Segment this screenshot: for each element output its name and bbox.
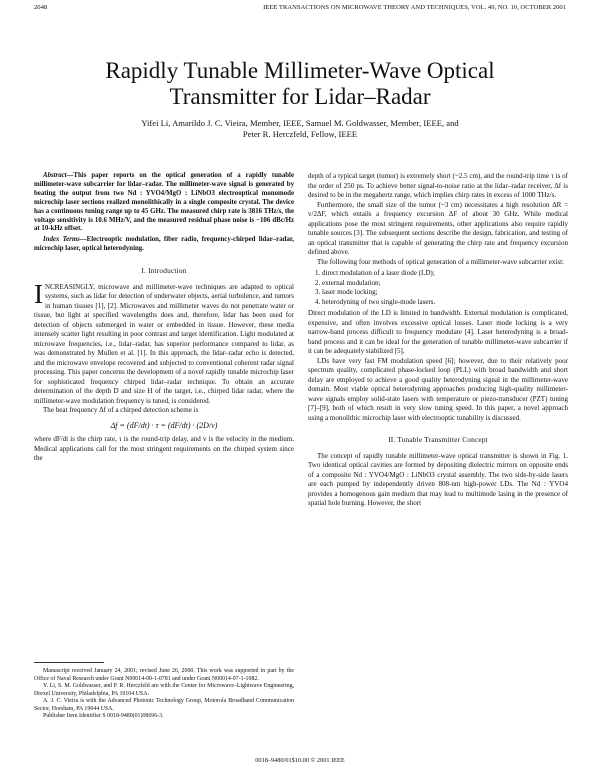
footnote-publisher-id: Publisher Item Identifier S 0018-9480(01)08696-3. bbox=[43, 713, 164, 719]
footnote-manuscript: Manuscript received January 24, 2001; revised June 26, 2000. This work was supported in part by the Office of Naval Research under Grant N00014-00-1-0781 and under Grant N00014-97-1-1082. bbox=[34, 668, 294, 682]
right-paragraph-6: The concept of rapidly tunable millimeter-wave optical transmitter is shown in Fig. 1. Two identical optical cavities are formed by depositing dielectric mirrors on opposite ends of a composite Nd : YVO4/MgO : LiNbO3 crystal assembly. The two side-by-side lasers are each pumped by independently driven 808-nm high-power LDs. The Nd : YVO4 provides a homogenous gain medium that may lead to multimode lasing in the presence of spatial hole burning. However, the short bbox=[308, 451, 568, 507]
intro-paragraph-1 bbox=[34, 278, 294, 407]
methods-list bbox=[308, 269, 568, 307]
right-column bbox=[308, 172, 568, 509]
right-paragraph-4: Direct modulation of the LD is limited in bandwidth. External modulation is complicated, expensive, and often involves excessive optical losses. Laser mode locking is a very narrow-band process difficult to frequency modulate [4]. Laser heterodyning is a broad-band process and it can be ideal for the generation of tunable millimeter-wave subcarrier if it can be adequately stabilized [5]. bbox=[308, 309, 568, 355]
intro-paragraph-3: where dF/dt is the chirp rate, τ is the round-trip delay, and v is the velocity in the medium. Medical applications call for the most stringent requirements on the chirped system since the bbox=[34, 435, 294, 463]
right-paragraph-3: The following four methods of optical generation of a millimeter-wave subcarrier exist: bbox=[317, 257, 565, 266]
list-item: 2. external modulation; bbox=[322, 279, 568, 289]
index-terms-label: Index Terms— bbox=[43, 236, 87, 244]
authors-line-2: Peter R. Herczfeld, Fellow, IEEE bbox=[242, 129, 358, 139]
section-heading-introduction: I. Introduction bbox=[141, 266, 187, 276]
footnote-rule bbox=[34, 662, 104, 663]
index-terms bbox=[34, 236, 294, 254]
title-line-1: Rapidly Tunable Millimeter-Wave Optical bbox=[105, 58, 495, 83]
footnote bbox=[34, 668, 294, 721]
list-item: 1. direct modulation of a laser diode (LD); bbox=[322, 269, 568, 279]
section-heading-concept: II. Tunable Transmitter Concept bbox=[388, 435, 488, 444]
authors-line-1: Yifei Li, Amarildo J. C. Vieira, Member, IEEE, Samuel M. Goldwasser, Member, IEEE, and bbox=[141, 118, 459, 128]
abstract bbox=[34, 172, 294, 234]
footnote-affiliation-2: A. J. C. Vieira is with the Advanced Photonic Technology Group, Motorola Broadband Communication Sector, Horsham, PA 19044 USA. bbox=[34, 698, 294, 712]
author-list bbox=[0, 118, 600, 140]
right-paragraph-5: LDs have very fast FM modulation speed [6]; however, due to their relatively poor spectrum quality, complicated phase-locked loop (PLL) with broad bandwidth and short delay are employed to achieve a good quality heterodyning signal in the millimeter-wave domain. Most viable optical heterodyning approaches producing high-quality millimeter-wave signals employ solid-state lasers with temperature or piezo-transducer (PZT) tuning [7]–[9], both of which result in very slow tuning speed. In this paper, a novel approach using a monolithic microchip laser with electrooptic tunability is discussed. bbox=[308, 356, 568, 422]
abstract-text: This paper reports on the optical generation of a rapidly tunable millimeter-wave subcarrier for lidar–radar. The millimeter-wave signal is generated by beating the output from two Nd : YVO4/MgO : LiNbO3 electrooptical monomode microchip laser sections realized monolithically in a single composite crystal. The device has a continuous tuning range up to 45 GHz. The measured chirp rate is 3816 THz/s, the voltage sensitivity is 10.6 MHz/V, and the measured residual phase noise is −106 dBc/Hz at 10-kHz offset. bbox=[34, 172, 294, 233]
copyright-line: 0018–9480/01$10.00 © 2001 IEEE bbox=[255, 757, 345, 764]
intro-paragraph-1-text: NCREASINGLY, microwave and millimeter-wave techniques are adapted to optical systems, such as lidar for detection of underwater objects, aerial turbulence, and tumors in human tissues [1], [2]. Microwaves and millimeter waves do not penetrate water or tissue, but light at specified wavelengths does and, therefore, lidar has been used for detection of objects submerged in water or embedded in tissue. However, these media intensely scatter light resulting in poor contrast and target identification. Light modulated at microwave frequencies, i.e., lidar–radar, has superior performance compared to lidar, as was demonstrated by Mullen et al. [1]. In this approach, the lidar–radar echo is detected, and the microwave envelope recovered and subjected to conventional coherent radar signal processing. This paper concerns the development of a novel rapidly tunable microchip laser for sophisticated frequency chirped lidar–radar technique. To obtain an accurate determination of the depth D and size H of the target, i.e., chirped lidar radar, where the millimeter-wave modulation frequency is tuned, is considered. bbox=[34, 282, 294, 405]
title-line-2: Transmitter for Lidar–Radar bbox=[169, 84, 431, 109]
equation-1: Δf = (dF/dt) · τ = (dF/dt) · (2D/v) bbox=[110, 420, 218, 430]
paper-title bbox=[0, 58, 600, 110]
right-paragraph-2: Furthermore, the small size of the tumor (~3 cm) necessitates a high resolution ΔR = v/2ΔF, which entails a frequency excursion ΔF of about 30 GHz. While medical applications pose the most stringent requirements, other applications also require rapidly tunable sources [3]. The subsequent sections describe the design, fabrication, and testing of an optical transmitter that is capable of generating the chirp rate and frequency excursion defined above. bbox=[308, 200, 568, 256]
left-column bbox=[34, 172, 294, 464]
abstract-label: Abstract— bbox=[43, 172, 74, 179]
index-terms-text: Electrooptic modulation, fiber radio, frequency-chirped lidar–radar, microchip laser, optical heterodyning. bbox=[34, 236, 294, 253]
drop-cap: I bbox=[34, 278, 43, 309]
list-item: 4. heterodyning of two single-mode lasers. bbox=[322, 298, 568, 308]
intro-paragraph-2: The beat frequency Δf of a chirped detection scheme is bbox=[43, 406, 199, 415]
page-number: 2048 bbox=[34, 4, 48, 11]
list-item: 3. laser mode locking; bbox=[322, 288, 568, 298]
footnote-affiliation-1: Y. Li, S. M. Goldwasser, and P. R. Herczfeld are with the Center for Microwave–Lightwave Engineering, Drexel University, Philadelphia, PA 19104 USA. bbox=[34, 683, 294, 697]
journal-name: IEEE TRANSACTIONS ON MICROWAVE THEORY AND TECHNIQUES, VOL. 49, NO. 10, OCTOBER 2001 bbox=[263, 4, 566, 11]
right-paragraph-1: depth of a typical target (tumor) is extremely short (~2.5 cm), and the round-trip time τ is of the order of 250 ps. To achieve better signal-to-noise ratio at the lidar–radar receiver, Δf is desired to be in the megahertz range, which implies chirp rates in excess of 1000 THz/s. bbox=[308, 172, 568, 199]
